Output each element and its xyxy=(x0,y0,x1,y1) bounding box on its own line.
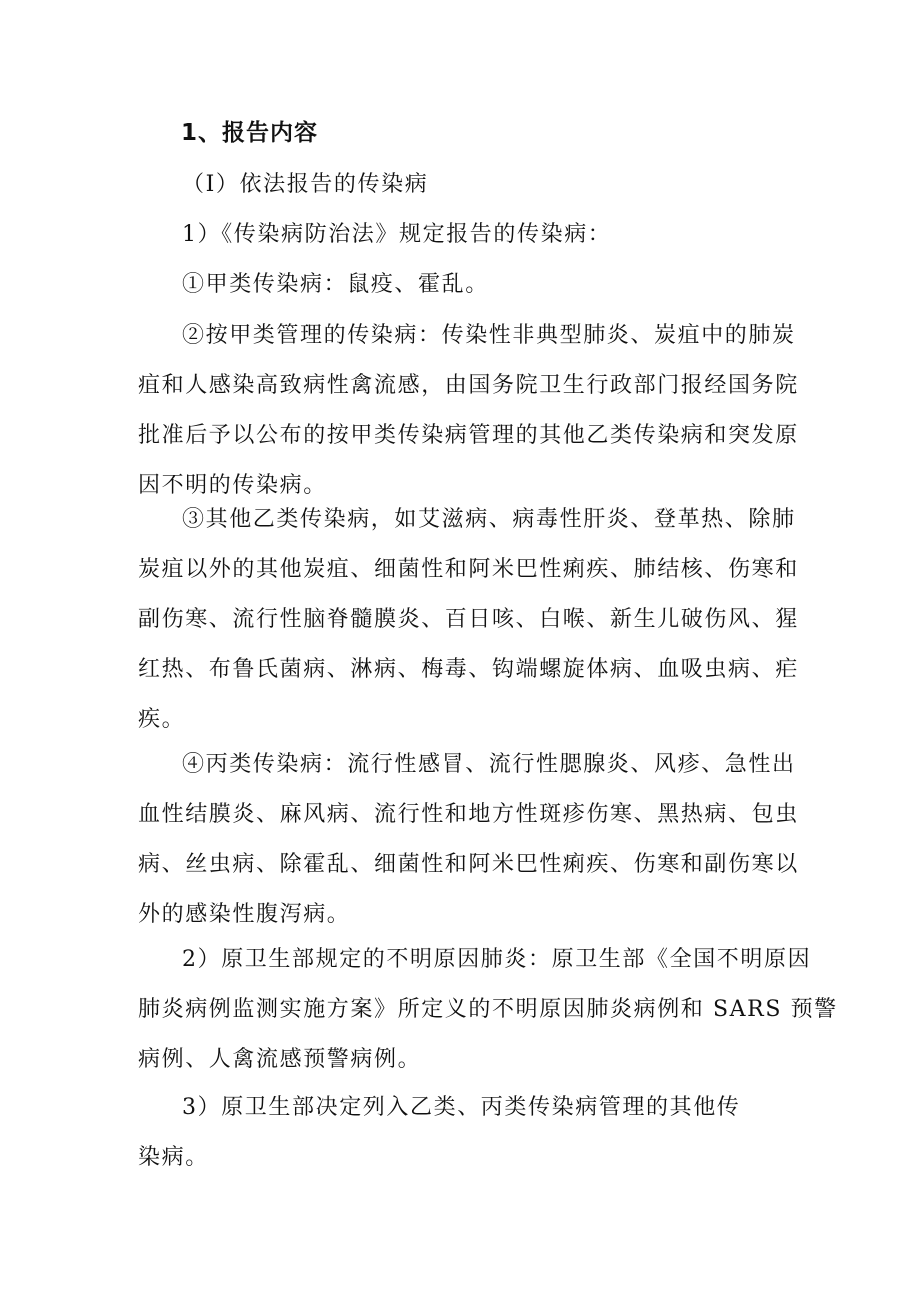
paragraph-line: ④丙类传染病：流行性感冒、流行性腮腺炎、风疹、急性出 xyxy=(182,752,796,777)
paragraph-line: 2）原卫生部规定的不明原因肺炎：原卫生部《全国不明原因 xyxy=(182,947,812,972)
paragraph-line: 血性结膜炎、麻风病、流行性和地方性斑疹伤寒、黑热病、包虫 xyxy=(138,802,799,827)
paragraph-line: ②按甲类管理的传染病：传染性非典型肺炎、炭疽中的肺炭 xyxy=(182,323,796,348)
paragraph-line: 疽和人感染高致病性禽流感，由国务院卫生行政部门报经国务院 xyxy=(138,373,799,398)
paragraph-line: 病、丝虫病、除霍乱、细菌性和阿米巴性痢疾、伤寒和副伤寒以 xyxy=(138,852,799,877)
item1-title xyxy=(138,210,798,260)
paragraph-line: 炭疽以外的其他炭疽、细菌性和阿米巴性痢疾、肺结核、伤寒和 xyxy=(138,557,799,582)
item3-paragraph xyxy=(138,1083,798,1183)
paragraph-line: 病例、人禽流感预警病例。 xyxy=(138,1047,422,1072)
paragraph-line: 染病。 xyxy=(138,1145,209,1170)
paragraph-line: 3）原卫生部决定列入乙类、丙类传染病管理的其他传 xyxy=(182,1095,741,1120)
class-b-paragraph xyxy=(138,495,798,745)
paragraph-line: 因不明的传染病。 xyxy=(138,473,327,498)
class-a-managed-paragraph xyxy=(138,311,798,511)
sub-heading xyxy=(138,160,798,210)
sub-heading-text: （I）依法报告的传染病 xyxy=(182,172,429,197)
paragraph-line: ③其他乙类传染病，如艾滋病、病毒性肝炎、登革热、除肺 xyxy=(182,507,796,532)
paragraph-line: 副伤寒、流行性脑脊髓膜炎、百日咳、白喉、新生儿破伤风、猩 xyxy=(138,607,799,632)
paragraph-line: 外的感染性腹泻病。 xyxy=(138,902,351,927)
class-c-paragraph xyxy=(138,740,798,940)
paragraph-line: 批准后予以公布的按甲类传染病管理的其他乙类传染病和突发原 xyxy=(138,423,799,448)
class-a-paragraph xyxy=(138,260,798,310)
item2-paragraph xyxy=(138,935,838,1085)
item1-title-text: 1）《传染病防治法》规定报告的传染病： xyxy=(182,222,612,247)
class-a-text: ①甲类传染病：鼠疫、霍乱。 xyxy=(182,272,489,297)
paragraph-line: 红热、布鲁氏菌病、淋病、梅毒、钩端螺旋体病、血吸虫病、疟 xyxy=(138,657,799,682)
section-heading: 1、报告内容 xyxy=(181,120,319,146)
paragraph-line: 疾。 xyxy=(138,707,186,732)
paragraph-line: 肺炎病例监测实施方案》所定义的不明原因肺炎病例和 SARS 预警 xyxy=(138,997,838,1022)
